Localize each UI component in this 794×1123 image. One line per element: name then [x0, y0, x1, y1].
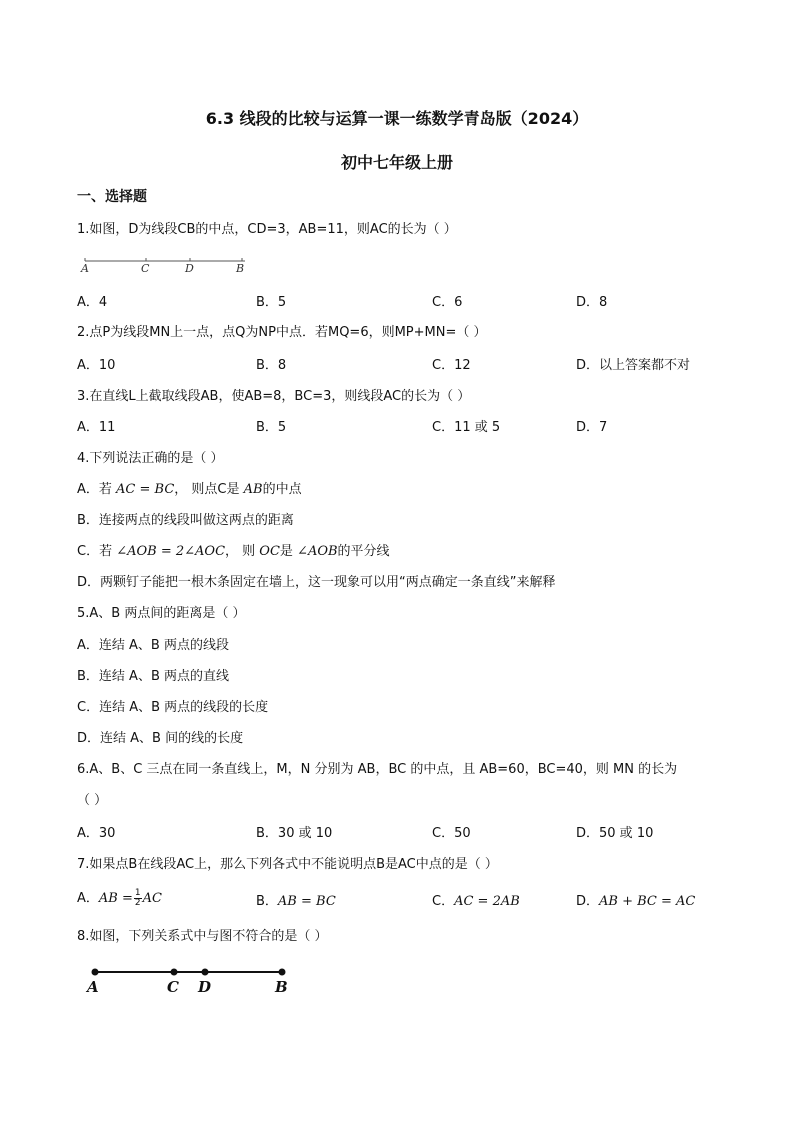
- q1-option-a: A．4: [77, 295, 108, 310]
- q1-option-c: C．6: [432, 295, 463, 310]
- q7-b-formula: AB = BC: [277, 894, 336, 909]
- question-7-text: 7.如果点B在线段AC上，那么下列各式中不能说明点B是AC中点的是（ ）: [77, 857, 498, 872]
- q4-a-suffix: 的中点: [262, 482, 302, 497]
- q7-d-formula: AB + BC = AC: [599, 894, 696, 909]
- q4-c-prefix: C．若: [77, 544, 117, 559]
- question-2-text: 2.点P为线段MN上一点，点Q为NP中点．若MQ=6，则MP+MN=（ ）: [77, 325, 487, 340]
- q3-option-b: B．5: [256, 420, 287, 435]
- q7-a-lhs: AB =: [98, 891, 133, 906]
- question-8-figure: [84, 962, 294, 996]
- point-label-d: D: [185, 262, 194, 275]
- q5-option-d: D．连结 A、B 间的线的长度: [77, 731, 244, 746]
- q7-d-prefix: D．: [576, 894, 600, 909]
- q7-a-prefix: A．: [77, 891, 99, 906]
- q7-option-c: [432, 890, 520, 909]
- q4-option-a: [77, 478, 302, 497]
- q7-a-fraction: [134, 889, 142, 908]
- q7-option-d: [576, 890, 695, 909]
- q6-option-d: D．50 或 10: [576, 826, 654, 841]
- q7-b-prefix: B．: [256, 894, 278, 909]
- q4-c-mid2: 是: [279, 544, 298, 559]
- q4-option-b: B．连接两点的线段叫做这两点的距离: [77, 513, 294, 528]
- q7-a-rhs: AC: [142, 891, 162, 906]
- point-a: [92, 969, 99, 976]
- point-c: [171, 969, 178, 976]
- point-label-a: A: [81, 262, 89, 275]
- q6-option-c: C．50: [432, 826, 471, 841]
- q4-a-formula: AC = BC: [116, 482, 175, 497]
- page-subtitle: 初中七年级上册: [340, 153, 453, 172]
- fraction-denominator: 2: [134, 898, 141, 908]
- q2-option-c: C．12: [432, 358, 471, 373]
- q1-option-b: B．5: [256, 295, 287, 310]
- q4-c-formula: ∠AOB = 2∠AOC: [116, 544, 226, 559]
- q4-option-d: D．两颗钉子能把一根木条固定在墙上，这一现象可以用“两点确定一条直线”来解释: [77, 575, 556, 590]
- q5-option-b: B．连结 A、B 两点的直线: [77, 669, 229, 684]
- point-label-c: C: [167, 978, 179, 996]
- point-label-b: B: [236, 262, 245, 275]
- q7-c-prefix: C．: [432, 894, 455, 909]
- fraction-numerator: 1: [134, 888, 141, 898]
- q4-a-mid: ， 则点C是: [174, 482, 244, 497]
- q3-option-a: A．11: [77, 420, 116, 435]
- point-label-b: B: [275, 978, 288, 996]
- q4-a-prefix: A．若: [77, 482, 117, 497]
- page-title: 6.3 线段的比较与运算一课一练数学青岛版（2024）: [205, 109, 589, 128]
- section-heading: 一、选择题: [77, 189, 147, 205]
- q2-option-b: B．8: [256, 358, 287, 373]
- q6-option-b: B．30 或 10: [256, 826, 333, 841]
- q4-c-ray: OC: [259, 544, 280, 559]
- q5-option-c: C．连结 A、B 两点的线段的长度: [77, 700, 269, 715]
- question-6-text-cont: （ ）: [77, 793, 108, 808]
- question-1-text: 1.如图，D为线段CB的中点，CD=3，AB=11，则AC的长为（ ）: [77, 222, 457, 237]
- point-label-a: A: [87, 978, 99, 996]
- q5-option-a: A．连结 A、B 两点的线段: [77, 638, 229, 653]
- point-label-d: D: [198, 978, 212, 996]
- point-b: [279, 969, 286, 976]
- q3-option-d: D．7: [576, 420, 608, 435]
- question-3-text: 3.在直线L上截取线段AB，使AB=8，BC=3，则线段AC的长为（ ）: [77, 389, 471, 404]
- q4-c-mid: ， 则: [225, 544, 260, 559]
- q4-c-suffix: 的平分线: [337, 544, 390, 559]
- question-5-text: 5.A、B 两点间的距离是（ ）: [77, 606, 246, 621]
- question-4-text: 4.下列说法正确的是（ ）: [77, 451, 224, 466]
- q7-option-b: [256, 890, 336, 909]
- question-1-figure: [80, 252, 250, 276]
- point-label-c: C: [141, 262, 150, 275]
- point-d: [202, 969, 209, 976]
- q3-option-c: C．11 或 5: [432, 420, 501, 435]
- q4-c-angle: ∠AOB: [297, 544, 338, 559]
- q1-option-d: D．8: [576, 295, 608, 310]
- q7-option-a: [77, 887, 162, 908]
- question-8-text: 8.如图，下列关系式中与图不符合的是（ ）: [77, 929, 328, 944]
- q7-c-formula: AC = 2AB: [454, 894, 520, 909]
- q4-option-c: [77, 540, 390, 559]
- q4-a-segment: AB: [243, 482, 263, 497]
- q2-option-a: A．10: [77, 358, 116, 373]
- q2-option-d: D．以上答案都不对: [576, 358, 691, 373]
- question-6-text: 6.A、B、C 三点在同一条直线上，M，N 分别为 AB，BC 的中点，且 AB=60，BC=40，则 MN 的长为: [77, 762, 678, 777]
- q6-option-a: A．30: [77, 826, 116, 841]
